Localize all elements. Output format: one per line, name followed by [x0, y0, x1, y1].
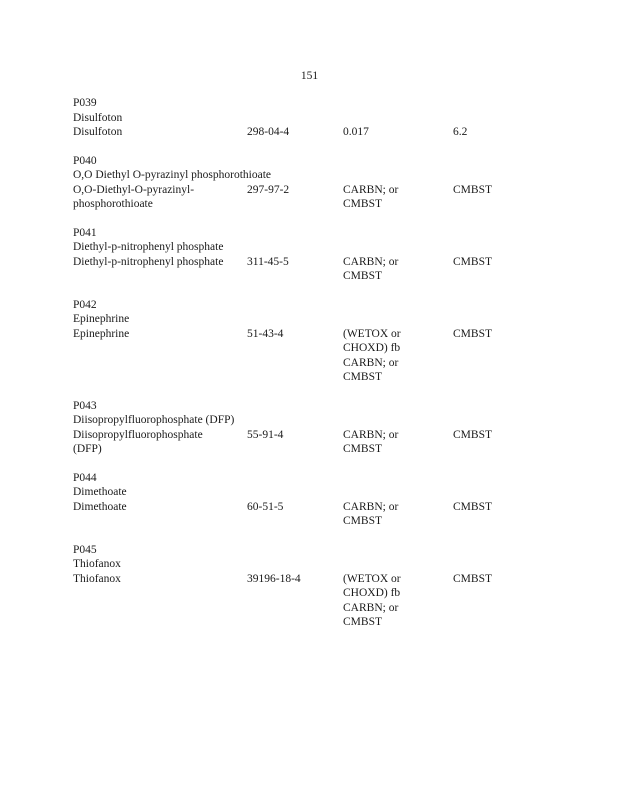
nonwastewater-standard: CMBST [453, 572, 492, 585]
constituent-line: Epinephrine [73, 327, 130, 340]
constituent-cell [73, 500, 247, 529]
nonwastewater-standard: CMBST [453, 500, 492, 513]
wastewater-standard [343, 500, 453, 529]
wastewater-line: CARBN; or [343, 255, 399, 268]
constituent-line: (DFP) [73, 443, 102, 455]
wastewater-line: CMBST [343, 371, 382, 383]
wastewater-line: CMBST [343, 198, 382, 210]
constituent-line: phosphorothioate [73, 198, 153, 210]
constituent-line: Disulfoton [73, 126, 123, 138]
treatment-row [73, 327, 573, 385]
waste-entry [73, 298, 573, 385]
constituent-line: O,O-Diethyl-O-pyrazinyl- [73, 183, 195, 196]
constituent-cell [73, 125, 247, 140]
constituent-cell [73, 428, 247, 457]
waste-code: P041 [73, 226, 97, 239]
wastewater-standard [343, 125, 453, 140]
wastewater-line: (WETOX or [343, 327, 401, 340]
treatment-row [73, 572, 573, 630]
treatment-row [73, 500, 573, 529]
waste-entry [73, 399, 573, 457]
nonwastewater-standard: CMBST [453, 327, 492, 340]
treatment-row [73, 183, 573, 212]
common-name: O,O Diethyl O-pyrazinyl phosphorothioate [73, 169, 272, 181]
constituent-cell [73, 327, 247, 385]
wastewater-standard [343, 327, 453, 385]
wastewater-standard [343, 183, 453, 212]
constituent-line: Diisopropylfluorophosphate [73, 428, 203, 441]
treatment-row [73, 125, 573, 140]
cas-number: 311-45-5 [247, 255, 289, 268]
common-name: Dimethoate [73, 486, 127, 498]
cas-number: 39196-18-4 [247, 572, 301, 585]
common-name: Diethyl-p-nitrophenyl phosphate [73, 241, 224, 253]
cas-number: 51-43-4 [247, 327, 284, 340]
wastewater-line: CMBST [343, 443, 382, 455]
nonwastewater-standard: CMBST [453, 255, 492, 268]
treatment-row [73, 428, 573, 457]
wastewater-standard [343, 255, 453, 284]
waste-entry [73, 96, 573, 140]
wastewater-standard [343, 572, 453, 630]
constituent-line: Dimethoate [73, 500, 127, 513]
common-name: Disulfoton [73, 111, 123, 124]
nonwastewater-standard: 6.2 [453, 126, 468, 138]
nonwastewater-standard: CMBST [453, 183, 492, 196]
waste-entry [73, 471, 573, 529]
waste-code: P040 [73, 154, 97, 167]
waste-code: P044 [73, 471, 97, 484]
wastewater-line: 0.017 [343, 126, 369, 138]
constituent-cell [73, 572, 247, 630]
page-number: 151 [300, 70, 319, 82]
wastewater-line: CARBN; or [343, 428, 399, 441]
waste-code: P039 [73, 97, 97, 109]
constituent-cell [73, 255, 247, 284]
wastewater-line: CARBN; or [343, 601, 399, 614]
wastewater-line: CHOXD) fb [343, 587, 401, 599]
wastewater-line: CMBST [343, 270, 382, 282]
constituent-line: Thiofanox [73, 572, 121, 585]
cas-number: 60-51-5 [247, 500, 284, 513]
wastewater-line: CARBN; or [343, 183, 399, 196]
wastewater-line: CHOXD) fb [343, 342, 401, 354]
waste-code: P042 [73, 298, 97, 311]
cas-number: 55-91-4 [247, 428, 284, 441]
nonwastewater-standard: CMBST [453, 428, 492, 441]
common-name: Diisopropylfluorophosphate (DFP) [73, 414, 235, 426]
wastewater-standard [343, 428, 453, 457]
wastewater-line: CARBN; or [343, 500, 399, 513]
waste-code-list [73, 96, 573, 644]
cas-number: 297-97-2 [247, 183, 290, 196]
constituent-cell [73, 183, 247, 212]
common-name: Epinephrine [73, 313, 130, 325]
waste-entry [73, 154, 573, 212]
wastewater-line: CMBST [343, 515, 382, 527]
waste-entry [73, 226, 573, 284]
wastewater-line: CMBST [343, 616, 382, 628]
waste-entry [73, 543, 573, 630]
treatment-row [73, 255, 573, 284]
wastewater-line: CARBN; or [343, 356, 399, 369]
cas-number: 298-04-4 [247, 126, 290, 138]
waste-code: P043 [73, 399, 97, 412]
constituent-line: Diethyl-p-nitrophenyl phosphate [73, 255, 224, 268]
wastewater-line: (WETOX or [343, 572, 401, 585]
waste-code: P045 [73, 543, 97, 556]
common-name: Thiofanox [73, 558, 121, 570]
